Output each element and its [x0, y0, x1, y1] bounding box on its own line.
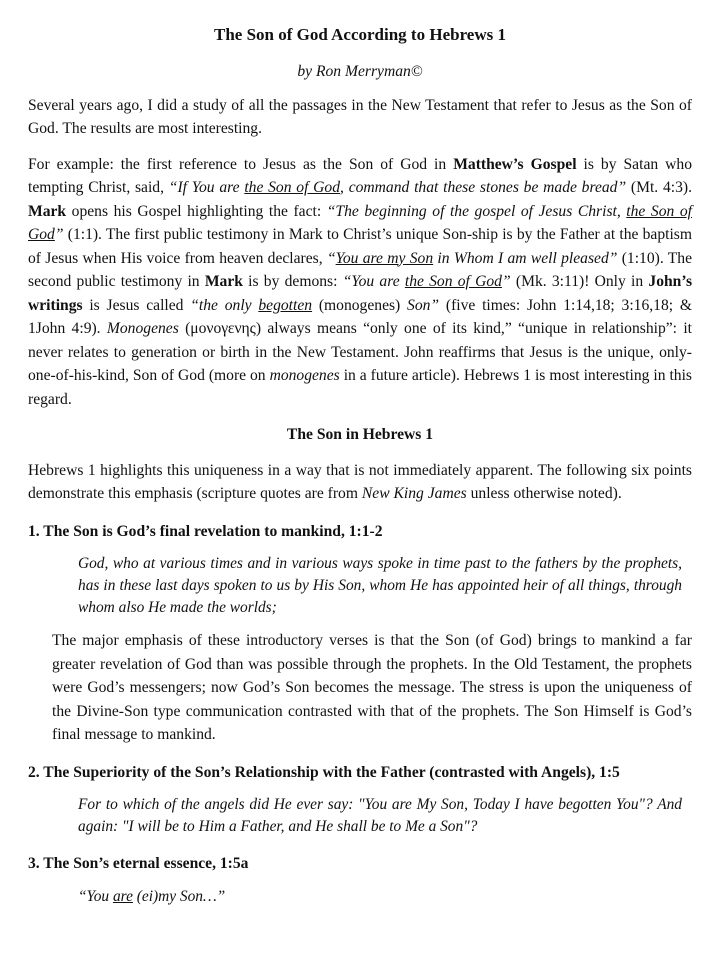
point-1-body: The major emphasis of these introductory verses is that the Son (of God) brings to mankind a far greater revelation of God than was possible through the prophets. In the Old Testament, the prophets were God’s messengers; now God’s Son becomes the message. The stress is upon the uniqueness of the Divine-Son type communication contrasted with that of the prophets. The Son Himself is God’s final message to mankind. [52, 632, 692, 743]
italic-run: “ [326, 249, 336, 267]
underlined-run: the Son of God [28, 202, 692, 243]
italic-run: New King James [361, 485, 467, 502]
text-run: For example: the first reference to Jesus as the Son of God in [28, 155, 454, 173]
point-3-heading: 3. The Son’s eternal essence, 1:5a [28, 855, 249, 872]
text-run: (1:1). The first public testimony in Mark to Christ’s unique Son-ship is by the Father at the baptism of Jesus when His voice from heaven declares, [28, 226, 692, 267]
italic-run: , command that these stones be made bread” [340, 179, 627, 196]
italic-run: Monogenes [106, 320, 179, 337]
text-run: (Mt. 4:3). [626, 179, 692, 196]
italic-run: “The beginning of the gospel of Jesus Christ, [326, 202, 627, 220]
bold-run: Matthew’s Gospel [453, 155, 577, 173]
text-run: (μονογενης) always means “only one of its kind,” “unique in relationship”: it never relates to generation or birth in the New Testament. John reaffirms that Jesus is the unique, only-one-of-his-kind, Son of God (more on [28, 320, 692, 384]
text-run: (five times: John 1:14,18; 3:16,18; & 1John 4:9). [28, 296, 692, 337]
point-1-heading: 1. The Son is God’s final revelation to mankind, 1:1-2 [28, 522, 383, 540]
point-1-quote: God, who at various times and in various ways spoke in time past to the fathers by the prophets, has in these last days spoken to us by His Son, whom He has appointed heir of all things, through whom also He made the worlds; [78, 555, 682, 616]
point-2-quote: For to which of the angels did He ever say: "You are My Son, Today I have begotten You"? And again: "I will be to Him a Father, and He shall be to Me a Son"? [78, 796, 682, 835]
hebrews-intro-paragraph [28, 459, 692, 506]
italic-run: “the only [190, 296, 259, 314]
text-run: (1:10). The second public testimony in [28, 249, 692, 290]
page-title: The Son of God According to Hebrews 1 [213, 25, 506, 44]
italic-run: ” [501, 273, 511, 290]
italic-run: “You [78, 887, 113, 905]
text-run: is by demons: [242, 273, 343, 290]
text-run: unless otherwise noted). [466, 485, 622, 502]
italic-run: (ei)my Son…” [132, 887, 226, 905]
underlined-run: begotten [258, 296, 313, 314]
italic-run: monogenes [269, 367, 340, 384]
text-run: in a future article). Hebrews 1 is most interesting in this regard. [28, 367, 692, 408]
text-run: is Jesus called [82, 296, 191, 314]
text-run: (Mk. 3:11)! Only in [510, 273, 649, 290]
point-2-heading: 2. The Superiority of the Son’s Relationship with the Father (contrasted with Angels), 1:5 [28, 763, 620, 781]
text-run: Hebrews 1 highlights this uniqueness in a way that is not immediately apparent. The following six points demonstrate this emphasis (scripture quotes are from [28, 461, 692, 502]
text-run: is by Satan who tempting Christ, said, [28, 155, 693, 196]
italic-run: in Whom I am well pleased” [433, 249, 618, 267]
bold-run: Mark [204, 273, 243, 290]
intro-paragraph: Several years ago, I did a study of all the passages in the New Testament that refer to Jesus as the Son of God. The results are most interesting. [28, 96, 692, 137]
section-heading: The Son in Hebrews 1 [286, 426, 434, 443]
underlined-run: the Son of God [244, 179, 341, 196]
italic-run: “If You are [168, 179, 245, 196]
italic-run: “You are [342, 273, 405, 290]
bold-run: John’s writings [28, 273, 693, 314]
byline: by Ron Merryman© [297, 63, 423, 80]
underlined-run: are [112, 887, 133, 905]
bold-run: Mark [28, 202, 67, 220]
italic-run: ” [54, 226, 64, 243]
text-run: (monogenes) [312, 296, 408, 314]
text-run: opens his Gospel highlighting the fact: [66, 202, 327, 220]
point-3-quote [78, 886, 682, 908]
underlined-run: You are my Son [335, 249, 434, 267]
example-paragraph [28, 153, 692, 412]
italic-run: Son” [407, 296, 440, 314]
underlined-run: the Son of God [404, 273, 502, 290]
